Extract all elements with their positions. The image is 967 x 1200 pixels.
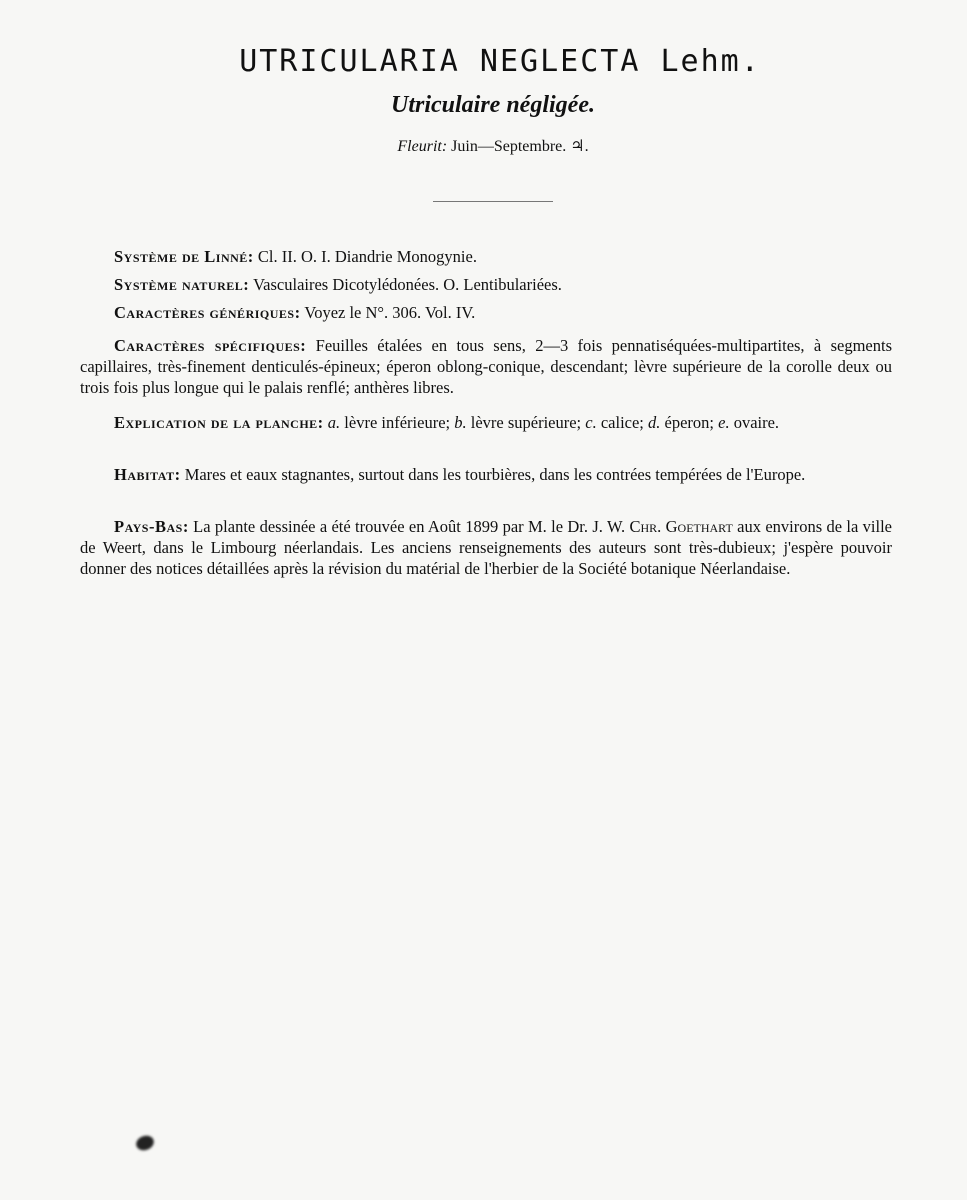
species-title: UTRICULARIA NEGLECTA Lehm. bbox=[239, 44, 761, 79]
ink-blot bbox=[134, 1133, 156, 1152]
section-label: Caractères génériques: bbox=[114, 303, 301, 322]
legend-text: éperon; bbox=[664, 413, 714, 432]
section-explication bbox=[80, 412, 892, 433]
legend-text: lèvre supérieure; bbox=[470, 413, 582, 432]
section-text: La plante dessinée a été trouvée en Août 1899 par M. le Dr. J. W. bbox=[193, 517, 626, 536]
collector-name: Chr. Goethart bbox=[629, 517, 733, 536]
section-habitat bbox=[80, 464, 892, 485]
flowering-label: Fleurit: bbox=[397, 138, 448, 155]
flowering-period bbox=[0, 136, 967, 156]
legend-text: lèvre inférieure; bbox=[344, 413, 451, 432]
legend-text: calice; bbox=[600, 413, 644, 432]
legend-key: e. bbox=[718, 413, 730, 432]
section-text: Vasculaires Dicotylédonées. O. Lentibulariées. bbox=[253, 275, 562, 294]
section-label: Pays-Bas: bbox=[114, 517, 189, 536]
section-label: Système naturel: bbox=[114, 275, 250, 294]
section-label: Système de Linné: bbox=[114, 247, 254, 266]
section-text: Mares et eaux stagnantes, surtout dans les tourbières, dans les contrées tempérées de l'Europe. bbox=[184, 465, 806, 484]
section-linne bbox=[80, 246, 892, 267]
divider bbox=[433, 201, 553, 202]
section-text: Voyez le N°. 306. Vol. IV. bbox=[304, 303, 476, 322]
section-label: Habitat: bbox=[114, 465, 181, 484]
section-text: Cl. II. O. I. Diandrie Monogynie. bbox=[257, 247, 477, 266]
legend-text: ovaire. bbox=[733, 413, 780, 432]
section-label: Caractères spécifiques: bbox=[114, 336, 307, 355]
section-paysbas bbox=[80, 516, 892, 579]
section-specifiques bbox=[80, 335, 892, 398]
legend-key: c. bbox=[585, 413, 597, 432]
legend-key: d. bbox=[648, 413, 661, 432]
flowering-value: Juin—Septembre. ♃. bbox=[451, 138, 589, 155]
section-generiques bbox=[80, 302, 892, 323]
species-common-name: Utriculaire négligée. bbox=[391, 92, 595, 118]
section-label: Explication de la planche: bbox=[114, 413, 324, 432]
section-text: Feuilles étalées en tous sens, 2—3 fois pennatiséquées-multipartites, à segments capillaires, très-finement denticulés-épineux; éperon oblong-conique, descendant; lèvre supérieure de la corolle deux ou trois fois plus longue qui le palais renflé; anthères libres. bbox=[80, 336, 892, 397]
section-naturel bbox=[80, 274, 892, 295]
legend-key: b. bbox=[454, 413, 467, 432]
section-text: aux environs de la ville de Weert, dans le Limbourg néerlandais. Les anciens renseignements des auteurs sont très-dubieux; j'espère pouvoir donner des notices détaillées après la révision du matérial de l'herbier de la Société botanique Néerlandaise. bbox=[80, 517, 892, 578]
legend-key: a. bbox=[327, 413, 341, 432]
